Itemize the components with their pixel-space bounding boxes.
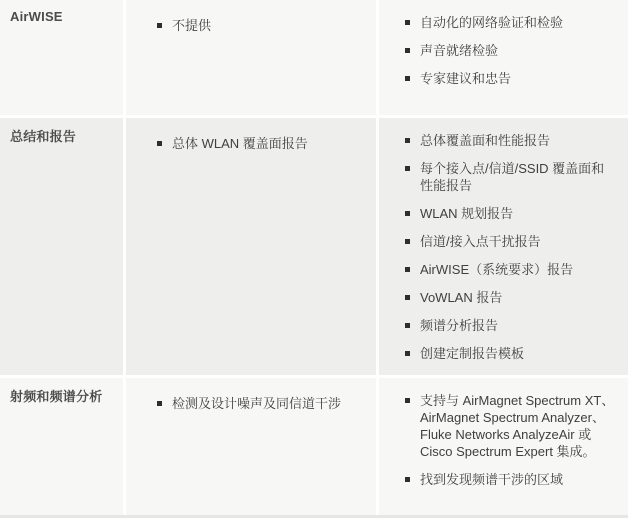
bullet-item: [405, 132, 616, 149]
square-bullet-icon: [405, 76, 410, 81]
square-bullet-icon: [405, 166, 410, 171]
basic-feature-list: [126, 118, 376, 152]
feature-category-label: 总结和报告: [10, 129, 77, 144]
bullet-text: 总体 WLAN 覆盖面报告: [172, 136, 308, 151]
bullet-item: [405, 233, 616, 250]
square-bullet-icon: [405, 323, 410, 328]
bullet-text: 不提供: [172, 18, 212, 33]
bullet-text: WLAN 规划报告: [420, 206, 514, 221]
table-row: [0, 378, 628, 515]
bullet-item: [405, 14, 616, 31]
square-bullet-icon: [405, 239, 410, 244]
bullet-text: 找到发现频谱干涉的区域: [420, 472, 564, 487]
bullet-item: [405, 345, 616, 362]
bullet-item: [157, 17, 368, 34]
square-bullet-icon: [405, 267, 410, 272]
square-bullet-icon: [405, 295, 410, 300]
bullet-item: [405, 471, 616, 488]
bullet-item: [405, 289, 616, 306]
bullet-text: 支持与 AirMagnet Spectrum XT、AirMagnet Spectrum Analyzer、 Fluke Networks AnalyzeAir 或 Cisco Spectrum Expert 集成。: [420, 393, 615, 459]
basic-edition-cell: [126, 118, 376, 375]
basic-feature-list: [126, 0, 376, 34]
square-bullet-icon: [405, 398, 410, 403]
bullet-text: 声音就绪检验: [420, 43, 499, 58]
basic-edition-cell: [126, 0, 376, 115]
square-bullet-icon: [405, 351, 410, 356]
bullet-text: 自动化的网络验证和检验: [420, 15, 564, 30]
feature-category-cell: [0, 378, 123, 515]
bullet-text: AirWISE（系统要求）报告: [420, 262, 574, 277]
table-row: [0, 118, 628, 375]
square-bullet-icon: [405, 48, 410, 53]
bullet-text: 创建定制报告模板: [420, 346, 525, 361]
square-bullet-icon: [157, 141, 162, 146]
basic-edition-cell: [126, 378, 376, 515]
feature-category-label: AirWISE: [10, 9, 63, 24]
square-bullet-icon: [405, 20, 410, 25]
bullet-text: 频谱分析报告: [420, 318, 499, 333]
bullet-text: 检测及设计噪声及同信道干涉: [172, 396, 342, 411]
square-bullet-icon: [157, 401, 162, 406]
bullet-text: 专家建议和忠告: [420, 71, 512, 86]
bullet-item: [405, 70, 616, 87]
square-bullet-icon: [405, 211, 410, 216]
pro-feature-list: [379, 118, 628, 362]
feature-category-cell: [0, 118, 123, 375]
bullet-text: 每个接入点/信道/SSID 覆盖面和性能报告: [420, 161, 605, 193]
bullet-item: [405, 205, 616, 222]
pro-edition-cell: [379, 378, 628, 515]
square-bullet-icon: [157, 23, 162, 28]
bullet-item: [405, 392, 616, 460]
square-bullet-icon: [405, 138, 410, 143]
pro-feature-list: [379, 0, 628, 87]
bullet-item: [405, 317, 616, 334]
bullet-item: [405, 261, 616, 278]
feature-category-cell: [0, 0, 123, 115]
bullet-text: 信道/接入点干扰报告: [420, 234, 541, 249]
bullet-item: [157, 135, 368, 152]
bullet-item: [405, 160, 616, 194]
pro-feature-list: [379, 378, 628, 488]
pro-edition-cell: [379, 0, 628, 115]
bullet-text: 总体覆盖面和性能报告: [420, 133, 551, 148]
basic-feature-list: [126, 378, 376, 412]
pro-edition-cell: [379, 118, 628, 375]
square-bullet-icon: [405, 477, 410, 482]
bullet-item: [157, 395, 368, 412]
bullet-item: [405, 42, 616, 59]
feature-category-label: 射频和频谱分析: [10, 389, 103, 404]
bullet-text: VoWLAN 报告: [420, 290, 503, 305]
table-row: [0, 0, 628, 115]
